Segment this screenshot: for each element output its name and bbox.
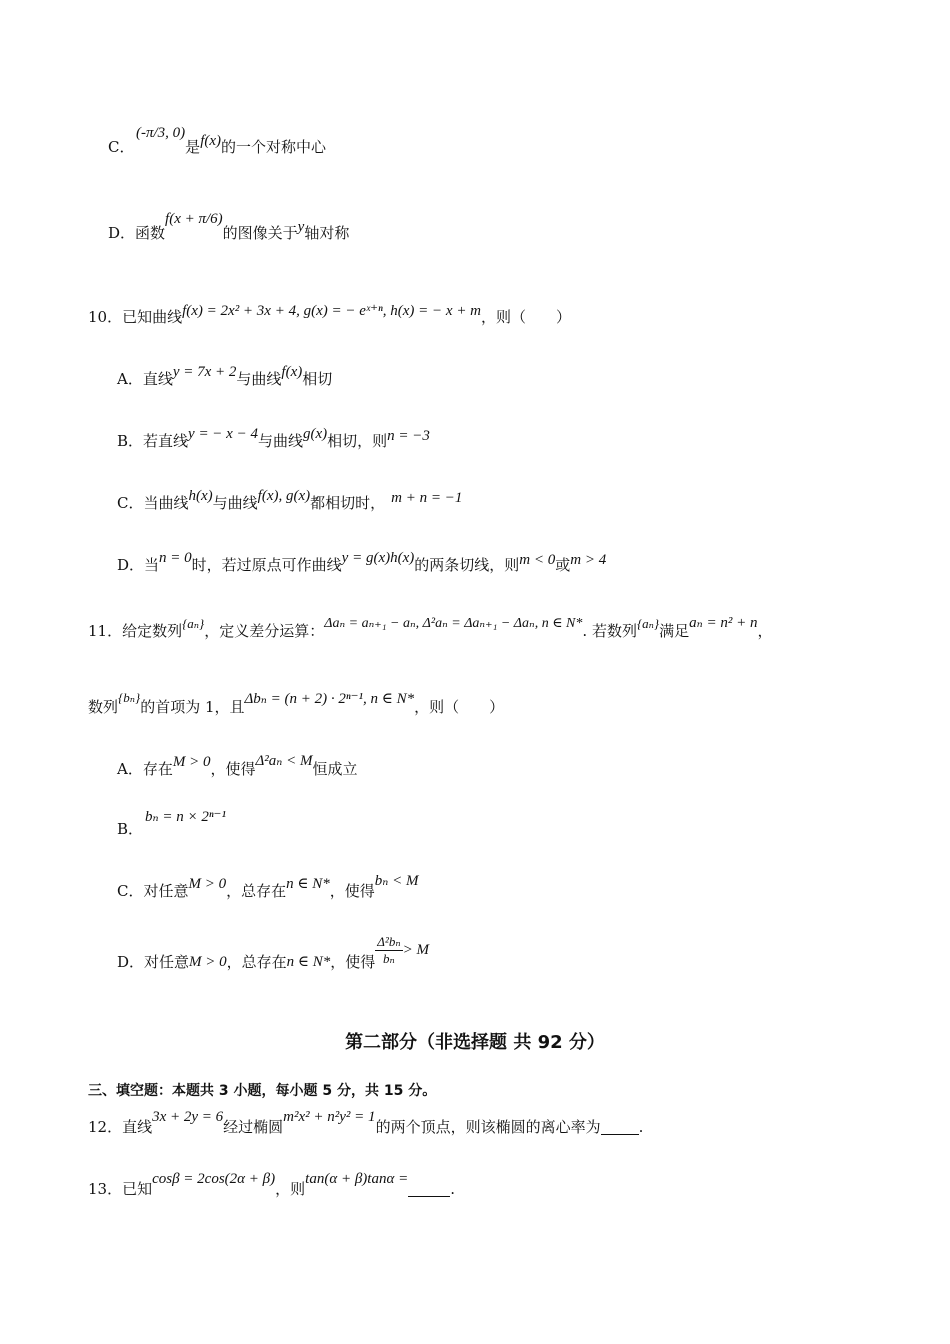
q11-c-math3: bₙ < M: [374, 873, 419, 889]
q10-stem: [88, 303, 572, 326]
q13-answer-blank[interactable]: [408, 1182, 450, 1197]
q11-stem-line2: [88, 690, 505, 716]
q10-stem-math: f(x) = 2x² + 3x + 4, g(x) = − eˣ⁺ⁿ, h(x) = − x + m: [182, 303, 482, 319]
q9-d-label: D．函数: [108, 224, 166, 242]
q11-d-math2: n ∈ N*: [286, 953, 331, 970]
q10-a-text2: 相切: [302, 370, 333, 388]
q9-d-text1: 的图像关于: [222, 224, 298, 242]
q9-c-text1: 是: [185, 138, 201, 156]
q10-a-label: A．直线: [117, 370, 173, 388]
q10-b-math3: n = −3: [387, 428, 430, 444]
q10-c-text1: 与曲线: [212, 494, 258, 512]
section-heading: 三、填空题：本题共 3 小题，每小题 5 分，共 15 分。: [88, 1083, 437, 1099]
q10-c-math3: m + n = −1: [391, 490, 463, 506]
q10-d-math2: y = g(x)h(x): [341, 550, 415, 566]
q11-b-label: B．: [117, 820, 144, 838]
q10-b-math2: g(x): [302, 426, 328, 442]
q10-d-text2: 的两条切线，则: [414, 556, 520, 574]
q11-option-d: [117, 934, 429, 978]
q9-c-label: C．: [108, 138, 135, 156]
q10-d-math4: m > 4: [570, 552, 607, 568]
q13: [88, 1171, 455, 1198]
q10-d-math1: n = 0: [159, 550, 192, 566]
q11-a-math2: Δ²aₙ < M: [255, 753, 313, 769]
q11-a-text2: 恒成立: [312, 760, 358, 778]
q11-line2-label: 数列: [88, 698, 119, 716]
q13-label: 13．已知: [88, 1180, 153, 1198]
q9-d-text2: 轴对称: [304, 224, 350, 242]
q11-stem-text1: ，定义差分运算：: [204, 622, 325, 640]
q11-seq-a2: {aₙ}: [636, 616, 660, 631]
q11-d-fraction: [375, 934, 402, 966]
q11-line2-text1: 的首项为 1，且: [140, 698, 245, 716]
q10-c-text2: 都相切时，: [310, 494, 386, 512]
q9-c-text2: 的一个对称中心: [221, 138, 327, 156]
q10-d-text3: 或: [555, 556, 571, 574]
q11-d-math3: > M: [402, 941, 429, 958]
q10-stem-end: ，则（ ）: [481, 308, 572, 326]
q9-c-math: (-π/3, 0): [136, 125, 186, 141]
q11-stem-line1: [88, 615, 773, 640]
q11-line2-end: ，则（ ）: [414, 698, 505, 716]
q11-option-b: [117, 809, 226, 838]
q11-stem-math1: Δaₙ = aₙ₊₁ − aₙ, Δ²aₙ = Δaₙ₊₁ − Δaₙ, n ∈ N*: [324, 615, 583, 631]
q11-option-a: [117, 753, 358, 778]
q11-stem-label: 11．给定数列: [88, 622, 183, 640]
q12-text2: 的两个顶点，则该椭圆的离心率为: [375, 1118, 601, 1136]
q13-text1: ，则: [275, 1180, 306, 1198]
q10-b-math1: y = − x − 4: [188, 426, 258, 442]
q11-d-math1: M > 0: [189, 953, 227, 970]
q11-stem-text2: . 若数列: [582, 622, 637, 640]
q11-d-label: D．对任意: [117, 952, 190, 971]
q12-label: 12．直线: [88, 1118, 153, 1136]
q10-option-a: [117, 364, 333, 388]
q11-c-label: C．对任意: [117, 882, 189, 900]
q10-stem-label: 10．已知曲线: [88, 308, 183, 326]
q11-a-math1: M > 0: [172, 754, 211, 770]
q10-d-math3: m < 0: [519, 552, 556, 568]
q10-b-label: B．若直线: [117, 432, 189, 450]
q11-stem-math2: aₙ = n² + n: [689, 615, 758, 631]
q10-c-label: C．当曲线: [117, 494, 189, 512]
q10-c-math2: f(x), g(x): [257, 488, 311, 504]
q11-a-label: A．存在: [117, 760, 173, 778]
q11-option-c: [117, 873, 419, 900]
q13-math1: cosβ = 2cos(2α + β): [152, 1171, 276, 1187]
q11-seq-a: {aₙ}: [182, 616, 205, 631]
q13-end: .: [450, 1180, 455, 1198]
q10-a-math1: y = 7x + 2: [172, 364, 237, 380]
q11-a-text1: ，使得: [210, 760, 256, 778]
q11-b-math: bₙ = n × 2ⁿ⁻¹: [145, 809, 226, 825]
q11-d-text2: ，使得: [330, 952, 376, 971]
q12-text1: 经过椭圆: [223, 1118, 284, 1136]
q13-math2: tan(α + β)tanα =: [305, 1171, 409, 1187]
q12: [88, 1109, 644, 1136]
q10-a-text1: 与曲线: [236, 370, 282, 388]
q9-option-c: [108, 125, 327, 156]
q12-answer-blank[interactable]: [601, 1120, 639, 1135]
q9-d-y: y: [297, 219, 305, 235]
q11-d-text1: ，总存在: [226, 952, 287, 971]
q10-b-text2: 相切，则: [327, 432, 388, 450]
q11-c-math2: n ∈ N*: [286, 876, 330, 892]
q9-option-d: [108, 211, 350, 242]
q10-d-text1: 时，若过原点可作曲线: [191, 556, 342, 574]
q11-seq-b: {bₙ}: [118, 690, 141, 705]
q11-c-text1: ，总存在: [226, 882, 287, 900]
q9-d-math: f(x + π/6): [165, 211, 223, 227]
q10-d-label: D．当: [117, 556, 160, 574]
part2-title: 第二部分（非选择题 共 92 分）: [345, 1032, 605, 1053]
q10-option-c: [117, 488, 463, 512]
q10-b-text1: 与曲线: [257, 432, 303, 450]
q12-math2: m²x² + n²y² = 1: [283, 1109, 376, 1125]
q11-line2-math: Δbₙ = (n + 2) · 2ⁿ⁻¹, n ∈ N*: [244, 691, 415, 707]
q11-c-text2: ，使得: [329, 882, 375, 900]
q10-option-b: [117, 426, 430, 450]
q9-c-fx: f(x): [200, 133, 222, 149]
q11-d-frac-den: bₙ: [383, 950, 395, 966]
q11-d-frac-num: Δ²bₙ: [377, 934, 401, 949]
q12-end: .: [638, 1118, 644, 1136]
q10-c-math1: h(x): [188, 488, 213, 504]
q10-a-math2: f(x): [281, 364, 303, 380]
q10-option-d: [117, 550, 607, 574]
q12-math1: 3x + 2y = 6: [152, 1109, 224, 1125]
q11-stem-text4: ，: [757, 622, 773, 640]
q11-c-math1: M > 0: [188, 876, 227, 892]
q11-stem-text3: 满足: [659, 622, 690, 640]
